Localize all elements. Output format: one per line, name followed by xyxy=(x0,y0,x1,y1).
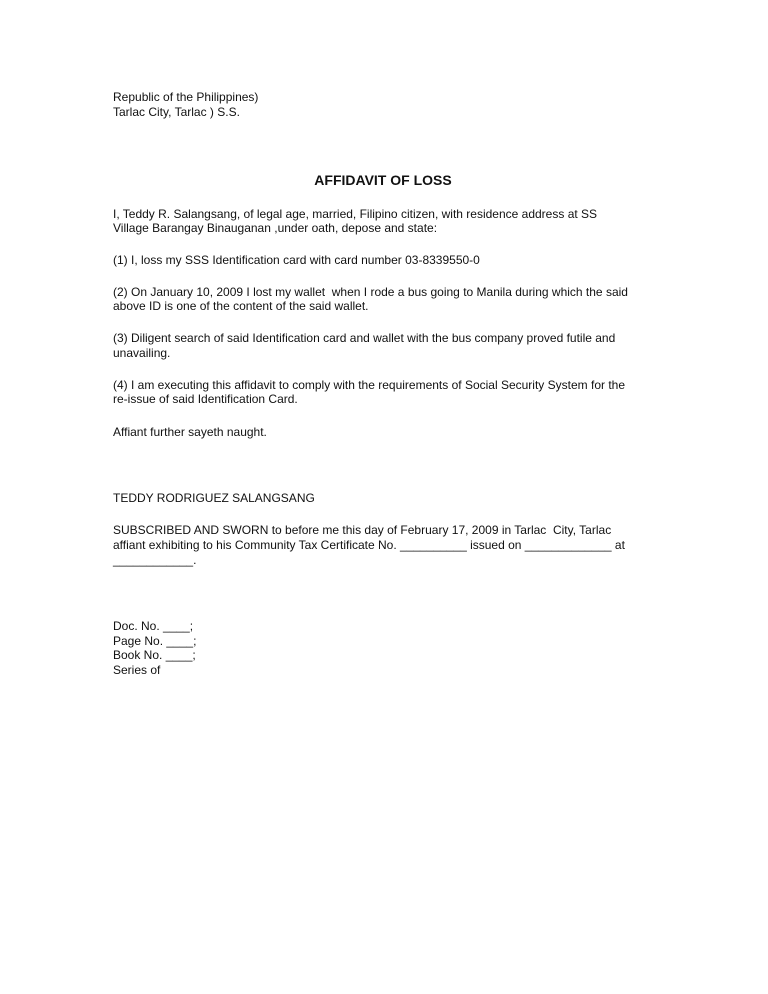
closing-statement: Affiant further sayeth naught. xyxy=(113,425,267,439)
jurat-line-3: ____________. xyxy=(113,553,197,567)
venue-line-1: Republic of the Philippines) xyxy=(113,90,259,104)
page-number: Page No. ____; xyxy=(113,634,197,648)
paragraph-4-line-2: re-issue of said Identification Card. xyxy=(113,392,298,406)
paragraph-1: (1) I, loss my SSS Identification card with card number 03-8339550-0 xyxy=(113,253,480,267)
jurat-line-2: affiant exhibiting to his Community Tax Certificate No. __________ issued on _____________ at xyxy=(113,538,625,552)
intro-line-2: Village Barangay Binauganan ,under oath, depose and state: xyxy=(113,221,438,235)
book-number: Book No. ____; xyxy=(113,648,196,662)
paragraph-2-line-2: above ID is one of the content of the said wallet. xyxy=(113,299,369,313)
paragraph-2-line-1: (2) On January 10, 2009 I lost my wallet when I rode a bus going to Manila during which the said xyxy=(113,285,628,299)
intro-line-1: I, Teddy R. Salangsang, of legal age, married, Filipino citizen, with residence address at SS xyxy=(113,207,598,221)
document-title: AFFIDAVIT OF LOSS xyxy=(314,172,452,188)
doc-number: Doc. No. ____; xyxy=(113,619,194,633)
paragraph-3-line-1: (3) Diligent search of said Identification card and wallet with the bus company proved futile and xyxy=(113,331,616,345)
jurat-line-1: SUBSCRIBED AND SWORN to before me this day of February 17, 2009 in Tarlac City, Tarlac xyxy=(113,523,612,537)
paragraph-4-line-1: (4) I am executing this affidavit to comply with the requirements of Social Security System for the xyxy=(113,378,625,392)
affiant-name: TEDDY RODRIGUEZ SALANGSANG xyxy=(113,491,315,505)
venue-line-2: Tarlac City, Tarlac ) S.S. xyxy=(113,105,240,119)
series-line: Series of xyxy=(113,663,161,677)
paragraph-3-line-2: unavailing. xyxy=(113,346,171,360)
